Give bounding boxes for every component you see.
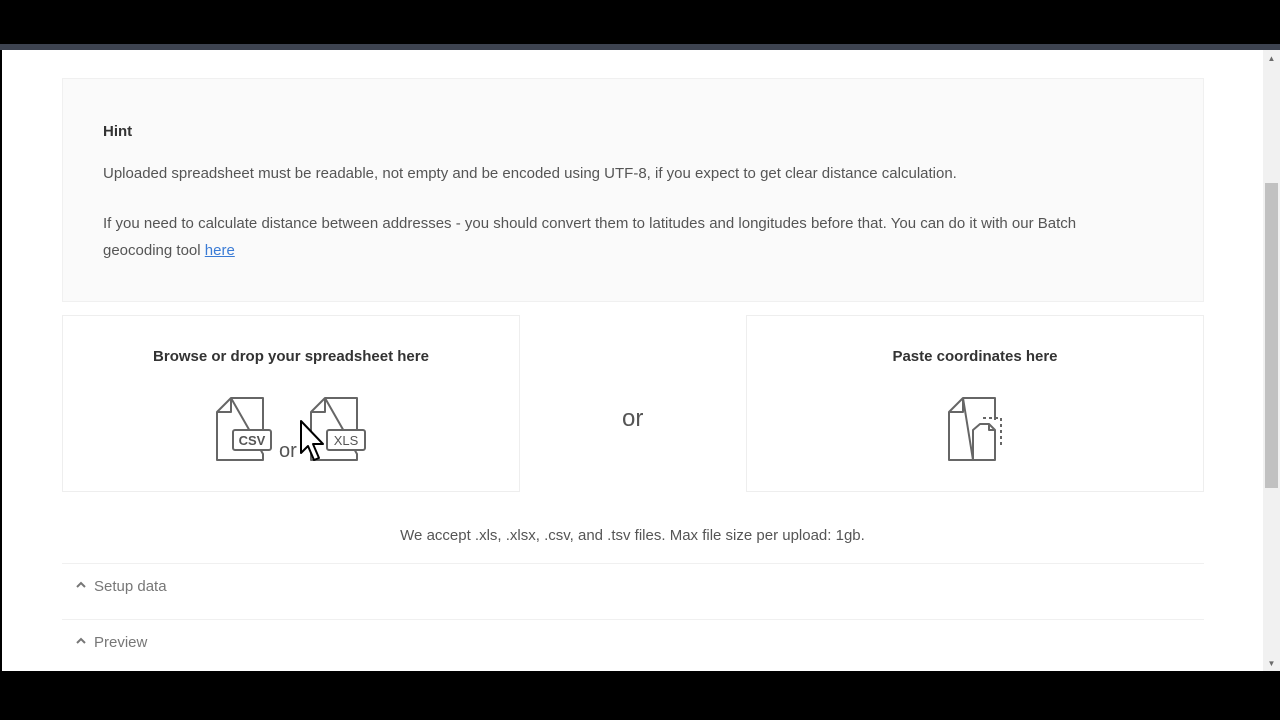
paste-card-title: Paste coordinates here — [892, 348, 1058, 365]
paste-document-icon — [947, 396, 1007, 462]
mouse-pointer-icon — [299, 419, 329, 463]
chevron-up-icon — [75, 636, 87, 646]
batch-geocoding-link[interactable]: here — [204, 242, 235, 259]
hint-paragraph-geocoding-text: If you need to calculate distance between addresses - you should convert them to latitudes and longitudes before that. You can do it with our Batch geocoding tool — [103, 215, 1077, 259]
hint-title: Hint — [103, 123, 133, 140]
chevron-up-icon — [75, 580, 87, 590]
xls-label: XLS — [333, 433, 359, 448]
preview-label: Preview — [94, 634, 148, 651]
csv-label: CSV — [238, 433, 266, 448]
window-top-bar — [0, 0, 1280, 44]
scroll-up-arrow-icon[interactable]: ▲ — [1267, 54, 1276, 63]
preview-accordion[interactable] — [62, 619, 1204, 667]
hint-paragraph-encoding: Uploaded spreadsheet must be readable, not empty and be encoded using UTF-8, if you expect to get clear distance calculation. — [103, 165, 957, 182]
hint-paragraph-geocoding — [103, 210, 1113, 264]
vertical-scrollbar[interactable] — [1263, 50, 1280, 671]
or-separator: or — [622, 405, 644, 432]
paste-coordinates-area[interactable] — [746, 315, 1204, 492]
window-bottom-bar — [0, 671, 1280, 720]
upload-spreadsheet-dropzone[interactable] — [62, 315, 520, 492]
scroll-down-arrow-icon[interactable]: ▼ — [1267, 659, 1276, 668]
setup-data-label: Setup data — [94, 578, 167, 595]
csv-file-icon — [215, 396, 277, 462]
accepted-files-note: We accept .xls, .xlsx, .csv, and .tsv files. Max file size per upload: 1gb. — [400, 527, 865, 544]
page-viewport — [2, 50, 1263, 671]
setup-data-accordion[interactable] — [62, 563, 1204, 611]
upload-or-label: or — [279, 440, 297, 462]
upload-card-title: Browse or drop your spreadsheet here — [153, 348, 429, 365]
hint-box — [62, 78, 1204, 302]
scrollbar-thumb[interactable] — [1265, 183, 1278, 488]
